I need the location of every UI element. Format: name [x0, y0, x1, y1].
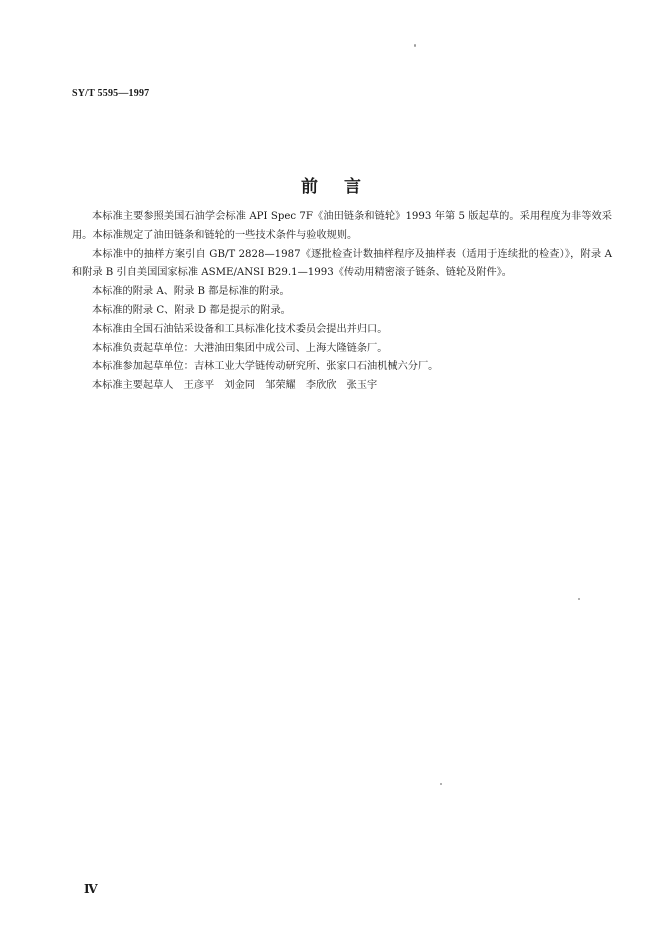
page-number: Ⅳ	[84, 882, 98, 896]
page-title: 前言	[301, 177, 387, 197]
scan-speck	[440, 783, 442, 785]
standard-code: SY/T 5595—1997	[72, 88, 150, 99]
scan-speck	[414, 44, 416, 47]
paragraph-proposer: 本标准由全国石油钻采设备和工具标准化技术委员会提出并归口。	[92, 323, 388, 335]
scan-speck	[578, 598, 580, 600]
foreword-body	[72, 208, 612, 396]
paragraph-drafting-unit: 本标准负责起草单位：大港油田集团中成公司、上海大隆链条厂。	[92, 342, 388, 354]
paragraph-normative-annexes: 本标准的附录 A、附录 B 都是标准的附录。	[92, 286, 290, 298]
paragraph-scope: 本标准主要参照美国石油学会标准 API Spec 7F《油田链条和链轮》1993 年第 5 版起草的。采用程度为非等效采用。本标准规定了油田链条和链轮的一些技术条件与验收规则。	[72, 211, 612, 241]
paragraph-informative-annexes: 本标准的附录 C、附录 D 都是提示的附录。	[92, 304, 291, 316]
paragraph-participating-units: 本标准参加起草单位：吉林工业大学链传动研究所、张家口石油机械六分厂。	[92, 361, 439, 373]
paragraph-sampling: 本标准中的抽样方案引自 GB/T 2828—1987《逐批检查计数抽样程序及抽样表（适用于连续批的检查）》，附录 A 和附录 B 引自美国国家标准 ASME/ANSI B29.1—1993《传动用精密滚子链条、链轮及附件》。	[72, 248, 612, 279]
paragraph-drafters: 本标准主要起草人 王彦平 刘金同 邹荣耀 李欣欣 张玉宇	[92, 380, 378, 392]
